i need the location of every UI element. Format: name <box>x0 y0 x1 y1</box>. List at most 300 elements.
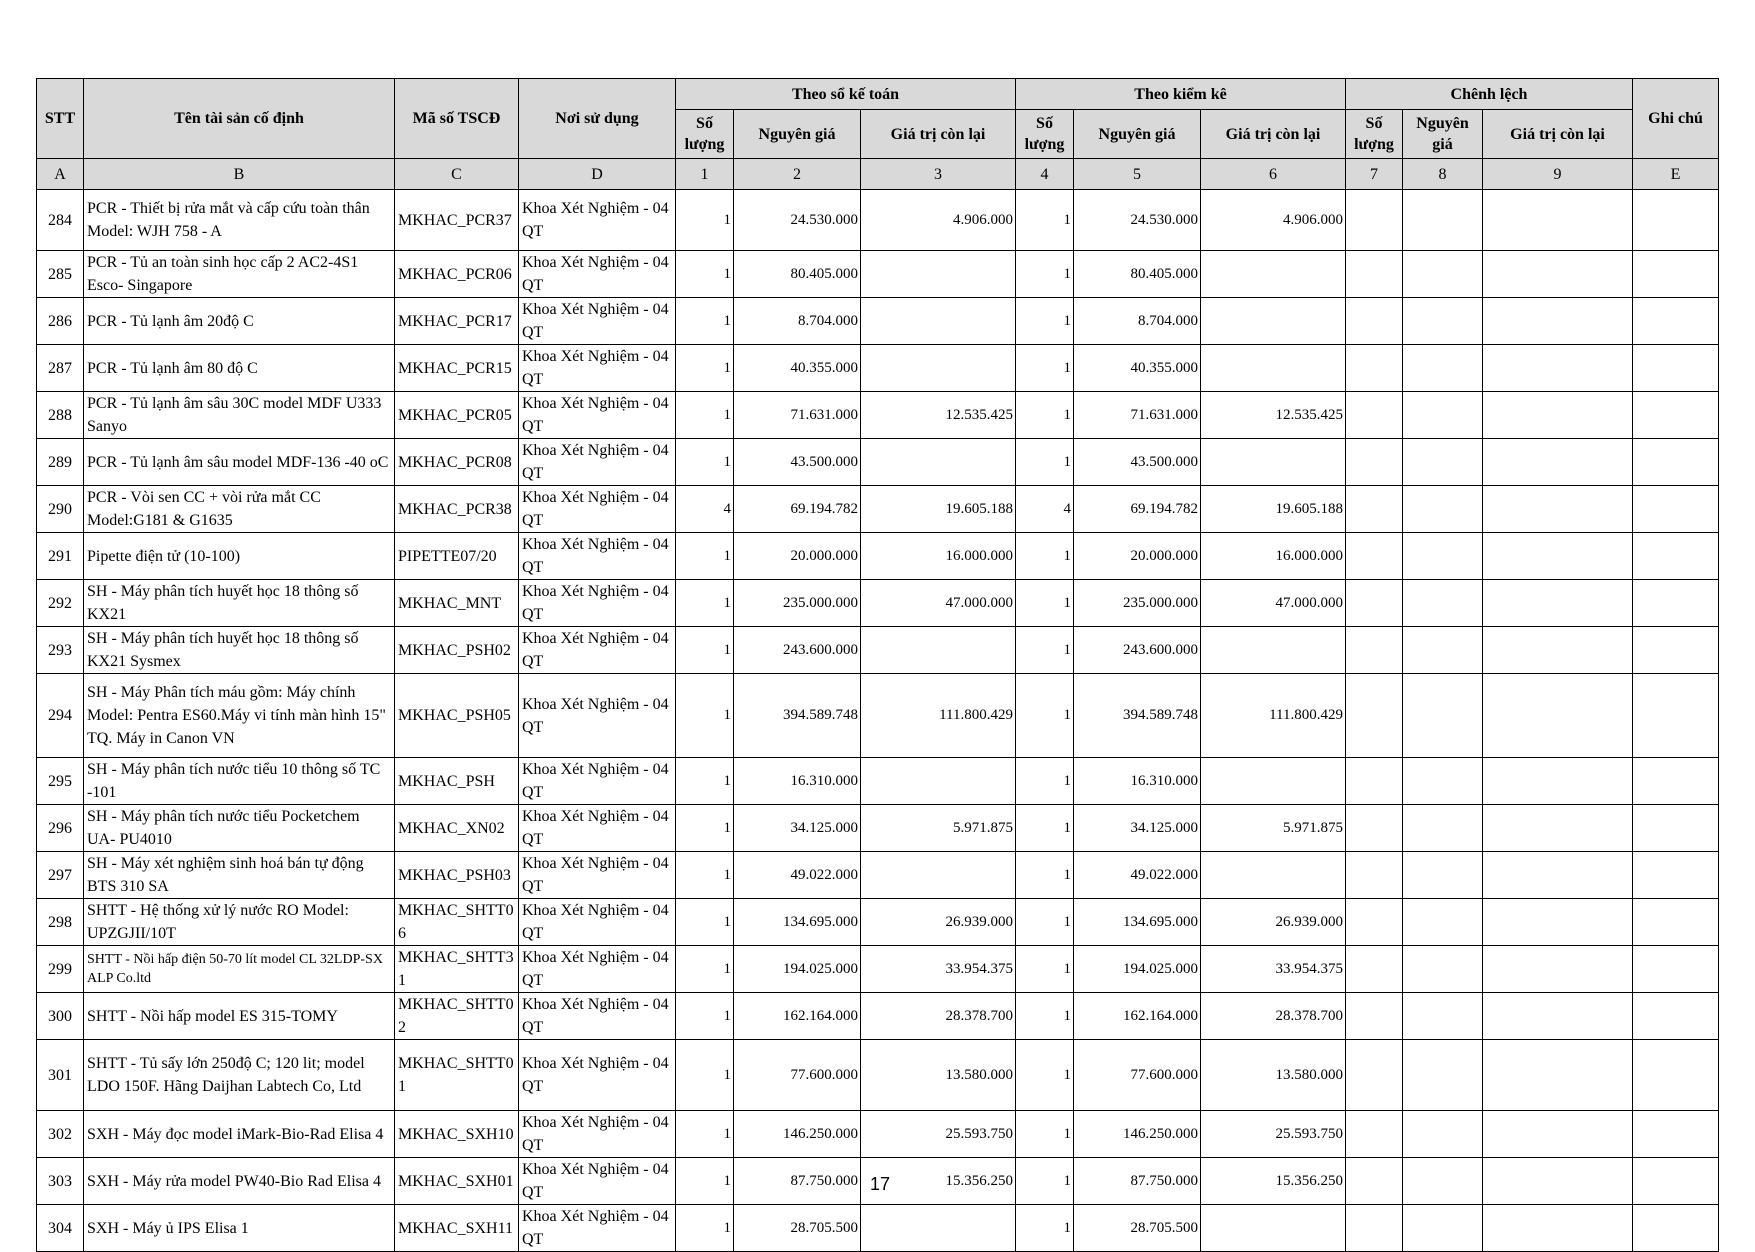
row-accounting-remain: 19.605.188 <box>861 486 1016 533</box>
row-diff-qty <box>1346 1111 1403 1158</box>
row-diff-remain <box>1483 392 1633 439</box>
header-group-difference: Chênh lệch <box>1346 79 1633 110</box>
row-inventory-qty: 1 <box>1016 1205 1074 1252</box>
row-diff-qty <box>1346 1040 1403 1111</box>
row-asset-name: SHTT - Hệ thống xử lý nước RO Model: UPZGJII/10T <box>84 899 395 946</box>
row-inventory-qty: 1 <box>1016 1111 1074 1158</box>
row-asset-name: SH - Máy phân tích huyết học 18 thông số KX21 Sysmex <box>84 627 395 674</box>
row-asset-code: MKHAC_SHTT31 <box>395 946 519 993</box>
table-row <box>37 758 1719 805</box>
header-diff-remain: Giá trị còn lại <box>1483 110 1633 159</box>
row-asset-name: PCR - Tủ lạnh âm sâu model MDF-136 -40 oC <box>84 439 395 486</box>
row-inventory-qty: 1 <box>1016 1158 1074 1205</box>
row-diff-qty <box>1346 993 1403 1040</box>
row-asset-name: SXH - Máy rửa model PW40-Bio Rad Elisa 4 <box>84 1158 395 1205</box>
table-row <box>37 1111 1719 1158</box>
row-diff-qty <box>1346 627 1403 674</box>
page-number: 17 <box>870 1174 891 1194</box>
header-diff-qty: Số lượng <box>1346 110 1403 159</box>
row-inventory-qty: 4 <box>1016 486 1074 533</box>
row-accounting-remain <box>861 627 1016 674</box>
row-asset-name: PCR - Tủ lạnh âm 80 độ C <box>84 345 395 392</box>
row-diff-qty <box>1346 533 1403 580</box>
row-inventory-qty: 1 <box>1016 993 1074 1040</box>
row-asset-code: MKHAC_PCR17 <box>395 298 519 345</box>
row-inventory-qty: 1 <box>1016 439 1074 486</box>
row-stt: 296 <box>37 805 84 852</box>
table-row <box>37 190 1719 251</box>
table-row <box>37 674 1719 758</box>
row-accounting-remain <box>861 852 1016 899</box>
column-letter: E <box>1633 159 1719 190</box>
row-inventory-orig: 162.164.000 <box>1074 993 1201 1040</box>
row-inventory-qty: 1 <box>1016 1040 1074 1111</box>
row-stt: 292 <box>37 580 84 627</box>
row-diff-remain <box>1483 805 1633 852</box>
row-place-of-use: Khoa Xét Nghiệm - 04 QT <box>519 1111 676 1158</box>
row-inventory-qty: 1 <box>1016 674 1074 758</box>
column-letter: B <box>84 159 395 190</box>
row-stt: 300 <box>37 993 84 1040</box>
row-diff-qty <box>1346 758 1403 805</box>
table-row <box>37 946 1719 993</box>
row-accounting-qty: 1 <box>676 758 734 805</box>
row-diff-remain <box>1483 486 1633 533</box>
row-stt: 301 <box>37 1040 84 1111</box>
row-inventory-qty: 1 <box>1016 345 1074 392</box>
column-letter: C <box>395 159 519 190</box>
row-stt: 289 <box>37 439 84 486</box>
row-place-of-use: Khoa Xét Nghiệm - 04 QT <box>519 298 676 345</box>
row-accounting-remain: 25.593.750 <box>861 1111 1016 1158</box>
row-place-of-use: Khoa Xét Nghiệm - 04 QT <box>519 805 676 852</box>
row-asset-code: MKHAC_PSH <box>395 758 519 805</box>
column-letter: 8 <box>1403 159 1483 190</box>
row-diff-qty <box>1346 345 1403 392</box>
row-accounting-remain <box>861 758 1016 805</box>
row-asset-code: PIPETTE07/20 <box>395 533 519 580</box>
row-accounting-qty: 1 <box>676 1111 734 1158</box>
row-accounting-orig: 146.250.000 <box>734 1111 861 1158</box>
header-asset-code: Mã số TSCĐ <box>395 79 519 159</box>
row-inventory-remain: 111.800.429 <box>1201 674 1346 758</box>
row-accounting-qty: 1 <box>676 1158 734 1205</box>
row-inventory-orig: 77.600.000 <box>1074 1040 1201 1111</box>
row-diff-orig <box>1403 946 1483 993</box>
row-accounting-orig: 43.500.000 <box>734 439 861 486</box>
table-row <box>37 486 1719 533</box>
header-inventory-qty: Số lượng <box>1016 110 1074 159</box>
header-group-accounting: Theo sổ kế toán <box>676 79 1016 110</box>
row-asset-code: MKHAC_SHTT06 <box>395 899 519 946</box>
header-inventory-orig: Nguyên giá <box>1074 110 1201 159</box>
row-asset-code: MKHAC_SXH10 <box>395 1111 519 1158</box>
column-letter: 7 <box>1346 159 1403 190</box>
row-accounting-qty: 1 <box>676 298 734 345</box>
row-diff-orig <box>1403 1040 1483 1111</box>
header-stt: STT <box>37 79 84 159</box>
row-place-of-use: Khoa Xét Nghiệm - 04 QT <box>519 993 676 1040</box>
row-inventory-orig: 43.500.000 <box>1074 439 1201 486</box>
row-diff-qty <box>1346 805 1403 852</box>
row-inventory-orig: 71.631.000 <box>1074 392 1201 439</box>
row-inventory-orig: 69.194.782 <box>1074 486 1201 533</box>
table-row <box>37 993 1719 1040</box>
row-inventory-qty: 1 <box>1016 251 1074 298</box>
row-place-of-use: Khoa Xét Nghiệm - 04 QT <box>519 190 676 251</box>
header-accounting-remain: Giá trị còn lại <box>861 110 1016 159</box>
row-stt: 287 <box>37 345 84 392</box>
table-row <box>37 852 1719 899</box>
row-accounting-remain: 13.580.000 <box>861 1040 1016 1111</box>
row-inventory-orig: 394.589.748 <box>1074 674 1201 758</box>
row-note <box>1633 946 1719 993</box>
row-accounting-orig: 40.355.000 <box>734 345 861 392</box>
row-accounting-orig: 34.125.000 <box>734 805 861 852</box>
table-row <box>37 805 1719 852</box>
row-inventory-qty: 1 <box>1016 392 1074 439</box>
row-inventory-orig: 34.125.000 <box>1074 805 1201 852</box>
row-asset-code: MKHAC_PCR15 <box>395 345 519 392</box>
row-asset-name: PCR - Tủ lạnh âm 20độ C <box>84 298 395 345</box>
row-note <box>1633 758 1719 805</box>
row-diff-qty <box>1346 580 1403 627</box>
row-note <box>1633 298 1719 345</box>
column-letter: 6 <box>1201 159 1346 190</box>
row-asset-name: PCR - Tủ an toàn sinh học cấp 2 AC2-4S1 Esco- Singapore <box>84 251 395 298</box>
row-accounting-orig: 28.705.500 <box>734 1205 861 1252</box>
row-asset-name: SHTT - Tủ sấy lớn 250độ C; 120 lit; model LDO 150F. Hãng Daijhan Labtech Co, Ltd <box>84 1040 395 1111</box>
row-diff-qty <box>1346 486 1403 533</box>
row-diff-qty <box>1346 439 1403 486</box>
row-diff-orig <box>1403 580 1483 627</box>
row-diff-orig <box>1403 805 1483 852</box>
row-accounting-orig: 49.022.000 <box>734 852 861 899</box>
row-accounting-orig: 71.631.000 <box>734 392 861 439</box>
row-diff-remain <box>1483 758 1633 805</box>
row-note <box>1633 1158 1719 1205</box>
row-inventory-remain: 26.939.000 <box>1201 899 1346 946</box>
header-accounting-orig: Nguyên giá <box>734 110 861 159</box>
row-accounting-remain <box>861 298 1016 345</box>
row-inventory-orig: 235.000.000 <box>1074 580 1201 627</box>
row-inventory-orig: 146.250.000 <box>1074 1111 1201 1158</box>
row-accounting-qty: 1 <box>676 1205 734 1252</box>
table-row <box>37 580 1719 627</box>
row-accounting-qty: 1 <box>676 345 734 392</box>
row-diff-remain <box>1483 899 1633 946</box>
row-inventory-orig: 243.600.000 <box>1074 627 1201 674</box>
row-diff-remain <box>1483 251 1633 298</box>
row-inventory-remain: 33.954.375 <box>1201 946 1346 993</box>
row-asset-name: SHTT - Nồi hấp model ES 315-TOMY <box>84 993 395 1040</box>
row-diff-qty <box>1346 1158 1403 1205</box>
row-inventory-remain: 19.605.188 <box>1201 486 1346 533</box>
row-inventory-remain <box>1201 251 1346 298</box>
row-inventory-qty: 1 <box>1016 627 1074 674</box>
row-diff-remain <box>1483 1111 1633 1158</box>
row-inventory-qty: 1 <box>1016 805 1074 852</box>
row-accounting-qty: 1 <box>676 1040 734 1111</box>
row-accounting-remain: 33.954.375 <box>861 946 1016 993</box>
column-letter: D <box>519 159 676 190</box>
row-stt: 299 <box>37 946 84 993</box>
row-inventory-orig: 28.705.500 <box>1074 1205 1201 1252</box>
row-diff-remain <box>1483 580 1633 627</box>
row-note <box>1633 1111 1719 1158</box>
column-letter: 4 <box>1016 159 1074 190</box>
row-inventory-remain <box>1201 852 1346 899</box>
row-place-of-use: Khoa Xét Nghiệm - 04 QT <box>519 1205 676 1252</box>
row-accounting-orig: 69.194.782 <box>734 486 861 533</box>
row-asset-code: MKHAC_PSH03 <box>395 852 519 899</box>
row-inventory-orig: 16.310.000 <box>1074 758 1201 805</box>
row-inventory-orig: 24.530.000 <box>1074 190 1201 251</box>
row-note <box>1633 1205 1719 1252</box>
row-accounting-qty: 1 <box>676 627 734 674</box>
row-accounting-qty: 1 <box>676 899 734 946</box>
column-letter: A <box>37 159 84 190</box>
row-note <box>1633 190 1719 251</box>
row-asset-code: MKHAC_PCR08 <box>395 439 519 486</box>
row-diff-remain <box>1483 993 1633 1040</box>
row-accounting-orig: 20.000.000 <box>734 533 861 580</box>
row-diff-orig <box>1403 345 1483 392</box>
row-diff-orig <box>1403 190 1483 251</box>
row-place-of-use: Khoa Xét Nghiệm - 04 QT <box>519 533 676 580</box>
asset-inventory-table <box>36 78 1719 1252</box>
row-diff-qty <box>1346 251 1403 298</box>
row-asset-code: MKHAC_SHTT02 <box>395 993 519 1040</box>
row-asset-code: MKHAC_SXH01 <box>395 1158 519 1205</box>
row-asset-name: SHTT - Nồi hấp điện 50-70 lít model CL 32LDP-SX ALP Co.ltd <box>84 946 395 993</box>
row-note <box>1633 392 1719 439</box>
row-note <box>1633 251 1719 298</box>
row-place-of-use: Khoa Xét Nghiệm - 04 QT <box>519 1040 676 1111</box>
row-place-of-use: Khoa Xét Nghiệm - 04 QT <box>519 899 676 946</box>
asset-rows <box>37 190 1719 1252</box>
row-accounting-remain: 4.906.000 <box>861 190 1016 251</box>
column-letter: 2 <box>734 159 861 190</box>
row-note <box>1633 805 1719 852</box>
row-inventory-remain <box>1201 345 1346 392</box>
row-stt: 303 <box>37 1158 84 1205</box>
row-diff-remain <box>1483 1205 1633 1252</box>
table-row <box>37 533 1719 580</box>
row-accounting-remain: 12.535.425 <box>861 392 1016 439</box>
table-row <box>37 439 1719 486</box>
row-place-of-use: Khoa Xét Nghiệm - 04 QT <box>519 580 676 627</box>
row-asset-name: PCR - Thiết bị rửa mắt và cấp cứu toàn thân Model: WJH 758 - A <box>84 190 395 251</box>
row-diff-orig <box>1403 1158 1483 1205</box>
row-place-of-use: Khoa Xét Nghiệm - 04 QT <box>519 758 676 805</box>
row-asset-code: MKHAC_PCR05 <box>395 392 519 439</box>
row-diff-orig <box>1403 298 1483 345</box>
row-inventory-qty: 1 <box>1016 758 1074 805</box>
row-diff-qty <box>1346 852 1403 899</box>
row-accounting-qty: 1 <box>676 392 734 439</box>
row-accounting-qty: 1 <box>676 580 734 627</box>
row-inventory-remain: 12.535.425 <box>1201 392 1346 439</box>
row-asset-name: SH - Máy phân tích nước tiểu 10 thông số TC -101 <box>84 758 395 805</box>
row-stt: 285 <box>37 251 84 298</box>
row-inventory-qty: 1 <box>1016 190 1074 251</box>
row-asset-name: SH - Máy Phân tích máu gồm: Máy chính Model: Pentra ES60.Máy vi tính màn hình 15" TQ. Máy in Canon VN <box>84 674 395 758</box>
row-accounting-qty: 1 <box>676 190 734 251</box>
row-accounting-remain: 16.000.000 <box>861 533 1016 580</box>
row-note <box>1633 533 1719 580</box>
header-accounting-qty: Số lượng <box>676 110 734 159</box>
row-diff-orig <box>1403 899 1483 946</box>
row-diff-remain <box>1483 439 1633 486</box>
row-inventory-remain <box>1201 758 1346 805</box>
row-stt: 290 <box>37 486 84 533</box>
row-inventory-orig: 134.695.000 <box>1074 899 1201 946</box>
row-inventory-remain <box>1201 298 1346 345</box>
row-inventory-qty: 1 <box>1016 946 1074 993</box>
column-letter: 5 <box>1074 159 1201 190</box>
row-stt: 298 <box>37 899 84 946</box>
row-asset-name: PCR - Tủ lạnh âm sâu 30C model MDF U333 Sanyo <box>84 392 395 439</box>
row-note <box>1633 1040 1719 1111</box>
row-asset-code: MKHAC_PSH02 <box>395 627 519 674</box>
row-accounting-remain <box>861 439 1016 486</box>
row-accounting-qty: 1 <box>676 993 734 1040</box>
row-diff-remain <box>1483 1040 1633 1111</box>
row-asset-name: SH - Máy xét nghiệm sinh hoá bán tự động BTS 310 SA <box>84 852 395 899</box>
row-stt: 297 <box>37 852 84 899</box>
row-inventory-remain: 28.378.700 <box>1201 993 1346 1040</box>
row-diff-remain <box>1483 674 1633 758</box>
column-letter-row <box>37 159 1719 190</box>
row-diff-orig <box>1403 674 1483 758</box>
row-note <box>1633 580 1719 627</box>
row-stt: 293 <box>37 627 84 674</box>
row-asset-code: MKHAC_PCR06 <box>395 251 519 298</box>
row-inventory-qty: 1 <box>1016 298 1074 345</box>
row-accounting-remain <box>861 345 1016 392</box>
row-diff-orig <box>1403 392 1483 439</box>
row-inventory-remain <box>1201 1205 1346 1252</box>
row-place-of-use: Khoa Xét Nghiệm - 04 QT <box>519 439 676 486</box>
row-inventory-qty: 1 <box>1016 852 1074 899</box>
row-diff-orig <box>1403 1111 1483 1158</box>
row-diff-remain <box>1483 533 1633 580</box>
row-note <box>1633 627 1719 674</box>
row-asset-name: SH - Máy phân tích nước tiểu Pocketchem UA- PU4010 <box>84 805 395 852</box>
row-accounting-qty: 1 <box>676 852 734 899</box>
row-diff-remain <box>1483 946 1633 993</box>
row-asset-name: SXH - Máy ủ IPS Elisa 1 <box>84 1205 395 1252</box>
row-accounting-qty: 4 <box>676 486 734 533</box>
row-stt: 302 <box>37 1111 84 1158</box>
row-accounting-orig: 134.695.000 <box>734 899 861 946</box>
header-asset-name: Tên tài sản cố định <box>84 79 395 159</box>
row-accounting-qty: 1 <box>676 674 734 758</box>
row-diff-qty <box>1346 392 1403 439</box>
row-accounting-remain: 47.000.000 <box>861 580 1016 627</box>
row-inventory-remain: 4.906.000 <box>1201 190 1346 251</box>
row-inventory-qty: 1 <box>1016 899 1074 946</box>
row-diff-orig <box>1403 533 1483 580</box>
row-inventory-remain: 47.000.000 <box>1201 580 1346 627</box>
table-row <box>37 298 1719 345</box>
row-inventory-remain: 25.593.750 <box>1201 1111 1346 1158</box>
row-asset-name: SXH - Máy đọc model iMark-Bio-Rad Elisa 4 <box>84 1111 395 1158</box>
row-accounting-remain <box>861 1205 1016 1252</box>
row-inventory-orig: 87.750.000 <box>1074 1158 1201 1205</box>
row-inventory-remain: 15.356.250 <box>1201 1158 1346 1205</box>
row-stt: 294 <box>37 674 84 758</box>
row-asset-code: MKHAC_MNT <box>395 580 519 627</box>
row-stt: 288 <box>37 392 84 439</box>
table-row <box>37 345 1719 392</box>
row-inventory-orig: 80.405.000 <box>1074 251 1201 298</box>
header-note: Ghi chú <box>1633 79 1719 159</box>
row-diff-remain <box>1483 852 1633 899</box>
row-place-of-use: Khoa Xét Nghiệm - 04 QT <box>519 486 676 533</box>
row-diff-qty <box>1346 1205 1403 1252</box>
row-accounting-orig: 87.750.000 <box>734 1158 861 1205</box>
row-diff-qty <box>1346 899 1403 946</box>
row-place-of-use: Khoa Xét Nghiệm - 04 QT <box>519 1158 676 1205</box>
row-diff-orig <box>1403 1205 1483 1252</box>
row-note <box>1633 899 1719 946</box>
row-diff-orig <box>1403 852 1483 899</box>
row-diff-orig <box>1403 627 1483 674</box>
row-diff-remain <box>1483 627 1633 674</box>
row-place-of-use: Khoa Xét Nghiệm - 04 QT <box>519 674 676 758</box>
row-accounting-remain: 111.800.429 <box>861 674 1016 758</box>
row-accounting-orig: 194.025.000 <box>734 946 861 993</box>
row-accounting-remain: 5.971.875 <box>861 805 1016 852</box>
row-stt: 304 <box>37 1205 84 1252</box>
row-accounting-qty: 1 <box>676 439 734 486</box>
row-asset-code: MKHAC_XN02 <box>395 805 519 852</box>
row-diff-remain <box>1483 298 1633 345</box>
column-letter: 3 <box>861 159 1016 190</box>
row-asset-code: MKHAC_PCR37 <box>395 190 519 251</box>
row-diff-remain <box>1483 1158 1633 1205</box>
row-diff-qty <box>1346 190 1403 251</box>
table-row <box>37 899 1719 946</box>
table-row <box>37 392 1719 439</box>
row-accounting-remain: 28.378.700 <box>861 993 1016 1040</box>
row-place-of-use: Khoa Xét Nghiệm - 04 QT <box>519 946 676 993</box>
row-diff-orig <box>1403 251 1483 298</box>
row-place-of-use: Khoa Xét Nghiệm - 04 QT <box>519 392 676 439</box>
row-inventory-remain: 16.000.000 <box>1201 533 1346 580</box>
row-asset-code: MKHAC_SXH11 <box>395 1205 519 1252</box>
table-row <box>37 1205 1719 1252</box>
row-inventory-orig: 40.355.000 <box>1074 345 1201 392</box>
row-stt: 291 <box>37 533 84 580</box>
table-row <box>37 627 1719 674</box>
row-asset-name: PCR - Vòi sen CC + vòi rửa mắt CC Model:G181 & G1635 <box>84 486 395 533</box>
row-accounting-orig: 235.000.000 <box>734 580 861 627</box>
row-note <box>1633 439 1719 486</box>
row-diff-orig <box>1403 993 1483 1040</box>
row-stt: 284 <box>37 190 84 251</box>
row-accounting-orig: 394.589.748 <box>734 674 861 758</box>
row-stt: 295 <box>37 758 84 805</box>
row-accounting-qty: 1 <box>676 533 734 580</box>
row-diff-qty <box>1346 298 1403 345</box>
row-inventory-orig: 49.022.000 <box>1074 852 1201 899</box>
column-letter: 1 <box>676 159 734 190</box>
row-accounting-orig: 77.600.000 <box>734 1040 861 1111</box>
header-place-of-use: Nơi sử dụng <box>519 79 676 159</box>
